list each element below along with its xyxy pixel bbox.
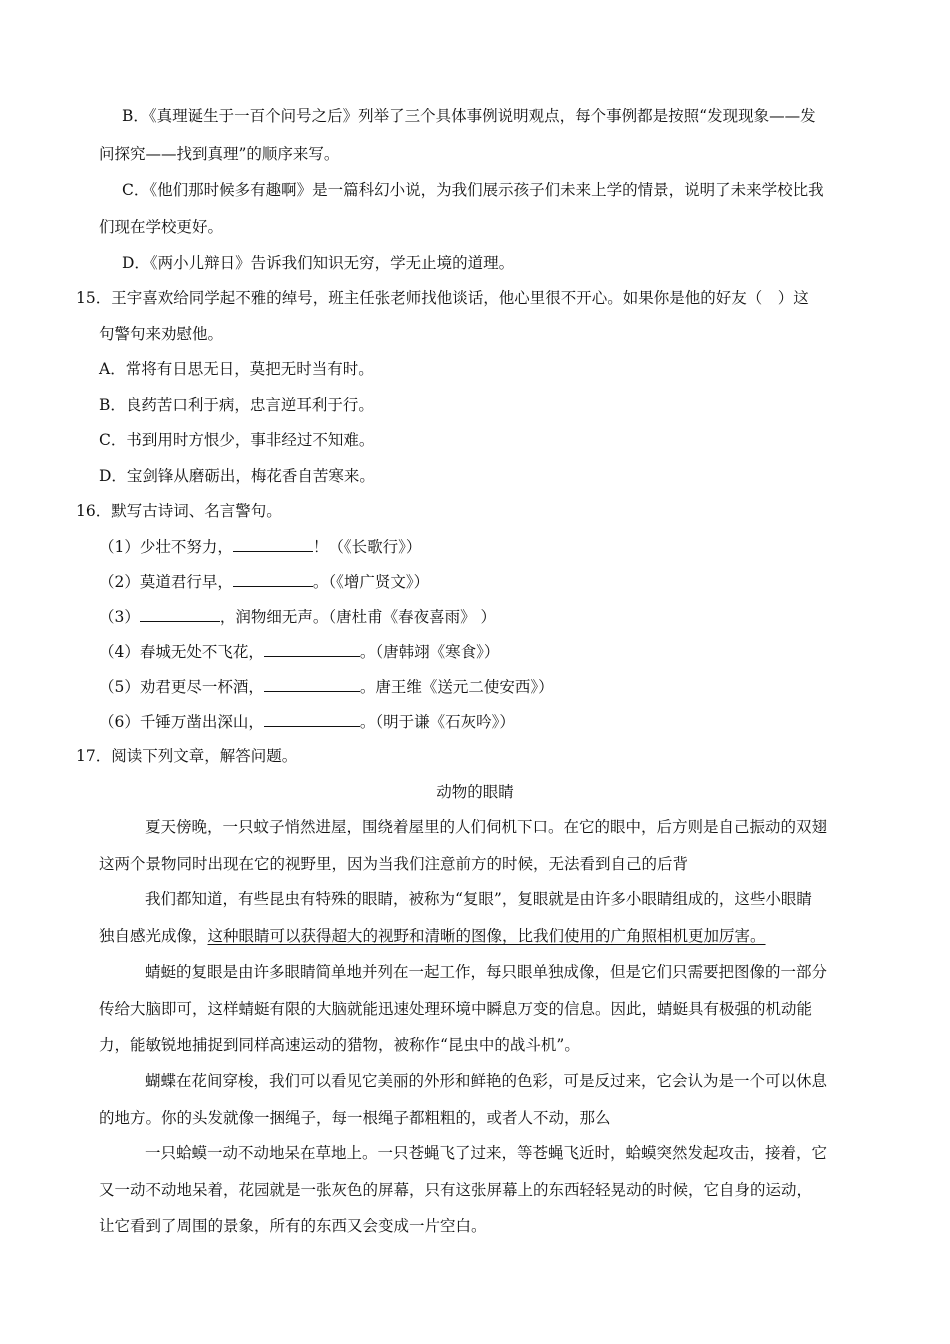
- q14-option-b-line2: 问探究——找到真理”的顺序来写。: [99, 145, 340, 163]
- article-title: 动物的眼睛: [436, 783, 514, 801]
- underlined-sentence: 这种眼睛可以获得超大的视野和清晰的图像，比我们使用的广角照相机更加厉害。: [207, 927, 766, 945]
- q16-item-4: [99, 641, 499, 662]
- paragraph-3-line2: 传给大脑即可，这样蜻蜓有限的大脑就能迅速处理环境中瞬息万变的信息。因此，蜻蜓具有极强的机动能: [99, 1000, 813, 1018]
- paragraph-2-line2-prefix: 独自感光成像，: [99, 927, 208, 945]
- paragraph-1-line1: 夏天傍晚，一只蚊子悄然进屋，围绕着屋里的人们伺机下口。在它的眼中，后方则是自己振动的双翅: [145, 818, 828, 836]
- paragraph-3-line1: 蜻蜓的复眼是由许多眼睛简单地并列在一起工作，每只眼单独成像，但是它们只需要把图像的一部分: [145, 963, 828, 981]
- q16-item-4-suffix: 。（唐韩翊《寒食》）: [359, 643, 500, 661]
- q15-option-a: A．常将有日思无日，莫把无时当有时。: [99, 360, 374, 378]
- q16-item-3: [99, 606, 496, 627]
- q15-stem-line1: 15．王宇喜欢给同学起不雅的绰号，班主任张老师找他谈话，他心里很不开心。如果你是他的好友（ ）这: [76, 289, 809, 307]
- q17-stem: 17．阅读下列文章，解答问题。: [76, 747, 298, 765]
- answer-blank[interactable]: [264, 641, 360, 657]
- q14-option-c-line1: C．《他们那时候多有趣啊》是一篇科幻小说，为我们展示孩子们未来上学的情景，说明了未来学校比我: [122, 181, 824, 199]
- q16-stem: 16．默写古诗词、名言警句。: [76, 502, 282, 520]
- q16-item-1-suffix: ！（《长歌行》）: [312, 538, 422, 556]
- answer-blank[interactable]: [233, 536, 313, 552]
- q16-item-5: [99, 676, 554, 697]
- answer-blank[interactable]: [264, 711, 360, 727]
- q16-item-5-prefix: （5）劝君更尽一杯酒，: [99, 678, 264, 696]
- paragraph-1-line2: 这两个景物同时出现在它的视野里，因为当我们注意前方的时候，无法看到自己的后背: [99, 855, 689, 873]
- q16-item-3-prefix: （3）: [99, 608, 140, 626]
- paragraph-2-line2: [99, 926, 766, 946]
- q16-item-1: [99, 536, 421, 557]
- q14-option-c-line2: 们现在学校更好。: [99, 218, 224, 236]
- paragraph-2-line1: 我们都知道，有些昆虫有特殊的眼睛，被称为“复眼”，复眼就是由许多小眼睛组成的，这些小眼睛: [145, 890, 812, 908]
- q14-option-b-line1: B．《真理诞生于一百个问号之后》列举了三个具体事例说明观点，每个事例都是按照“发现现象——发: [122, 107, 816, 125]
- q14-option-d: D．《两小儿辩日》告诉我们知识无穷，学无止境的道理。: [122, 254, 515, 272]
- paragraph-4-line1: 蝴蝶在花间穿梭，我们可以看见它美丽的外形和鲜艳的色彩，可是反过来，它会认为是一个可以休息: [145, 1072, 828, 1090]
- answer-blank[interactable]: [264, 676, 360, 692]
- paragraph-5-line3: 让它看到了周围的景象，所有的东西又会变成一片空白。: [99, 1217, 487, 1235]
- q15-stem-line2: 句警句来劝慰他。: [99, 325, 224, 343]
- paragraph-5-line1: 一只蛤蟆一动不动地呆在草地上。一只苍蝇飞了过来，等苍蝇飞近时，蛤蟆突然发起攻击，接着，它: [145, 1144, 828, 1162]
- q16-item-6: [99, 711, 515, 732]
- paragraph-5-line2: 又一动不动地呆着，花园就是一张灰色的屏幕，只有这张屏幕上的东西轻轻晃动的时候，它自身的运动，: [99, 1181, 813, 1199]
- paragraph-3-line3: 力，能敏锐地捕捉到同样高速运动的猎物，被称作“昆虫中的战斗机”。: [99, 1036, 580, 1054]
- q16-item-3-suffix: ，润物细无声。（唐杜甫《春夜喜雨》 ）: [219, 608, 497, 626]
- q16-item-2-prefix: （2）莫道君行早，: [99, 573, 233, 591]
- q16-item-4-prefix: （4）春城无处不飞花，: [99, 643, 264, 661]
- answer-blank[interactable]: [233, 571, 313, 587]
- answer-blank[interactable]: [140, 606, 220, 622]
- q15-option-d: D．宝剑锋从磨砺出，梅花香自苦寒来。: [99, 467, 375, 485]
- q16-item-1-prefix: （1）少壮不努力，: [99, 538, 233, 556]
- q16-item-2: [99, 571, 429, 592]
- q16-item-6-prefix: （6）千锤万凿出深山，: [99, 713, 264, 731]
- q15-option-c: C．书到用时方恨少，事非经过不知难。: [99, 431, 375, 449]
- paragraph-4-line2: 的地方。你的头发就像一捆绳子，每一根绳子都粗粗的，或者人不动，那么: [99, 1109, 611, 1127]
- q16-item-5-suffix: 。唐王维《送元二使安西》）: [359, 678, 554, 696]
- q15-option-b: B．良药苦口利于病，忠言逆耳利于行。: [99, 396, 374, 414]
- q16-item-6-suffix: 。（明于谦《石灰吟》）: [359, 713, 515, 731]
- q16-item-2-suffix: 。（《增广贤文》）: [312, 573, 430, 591]
